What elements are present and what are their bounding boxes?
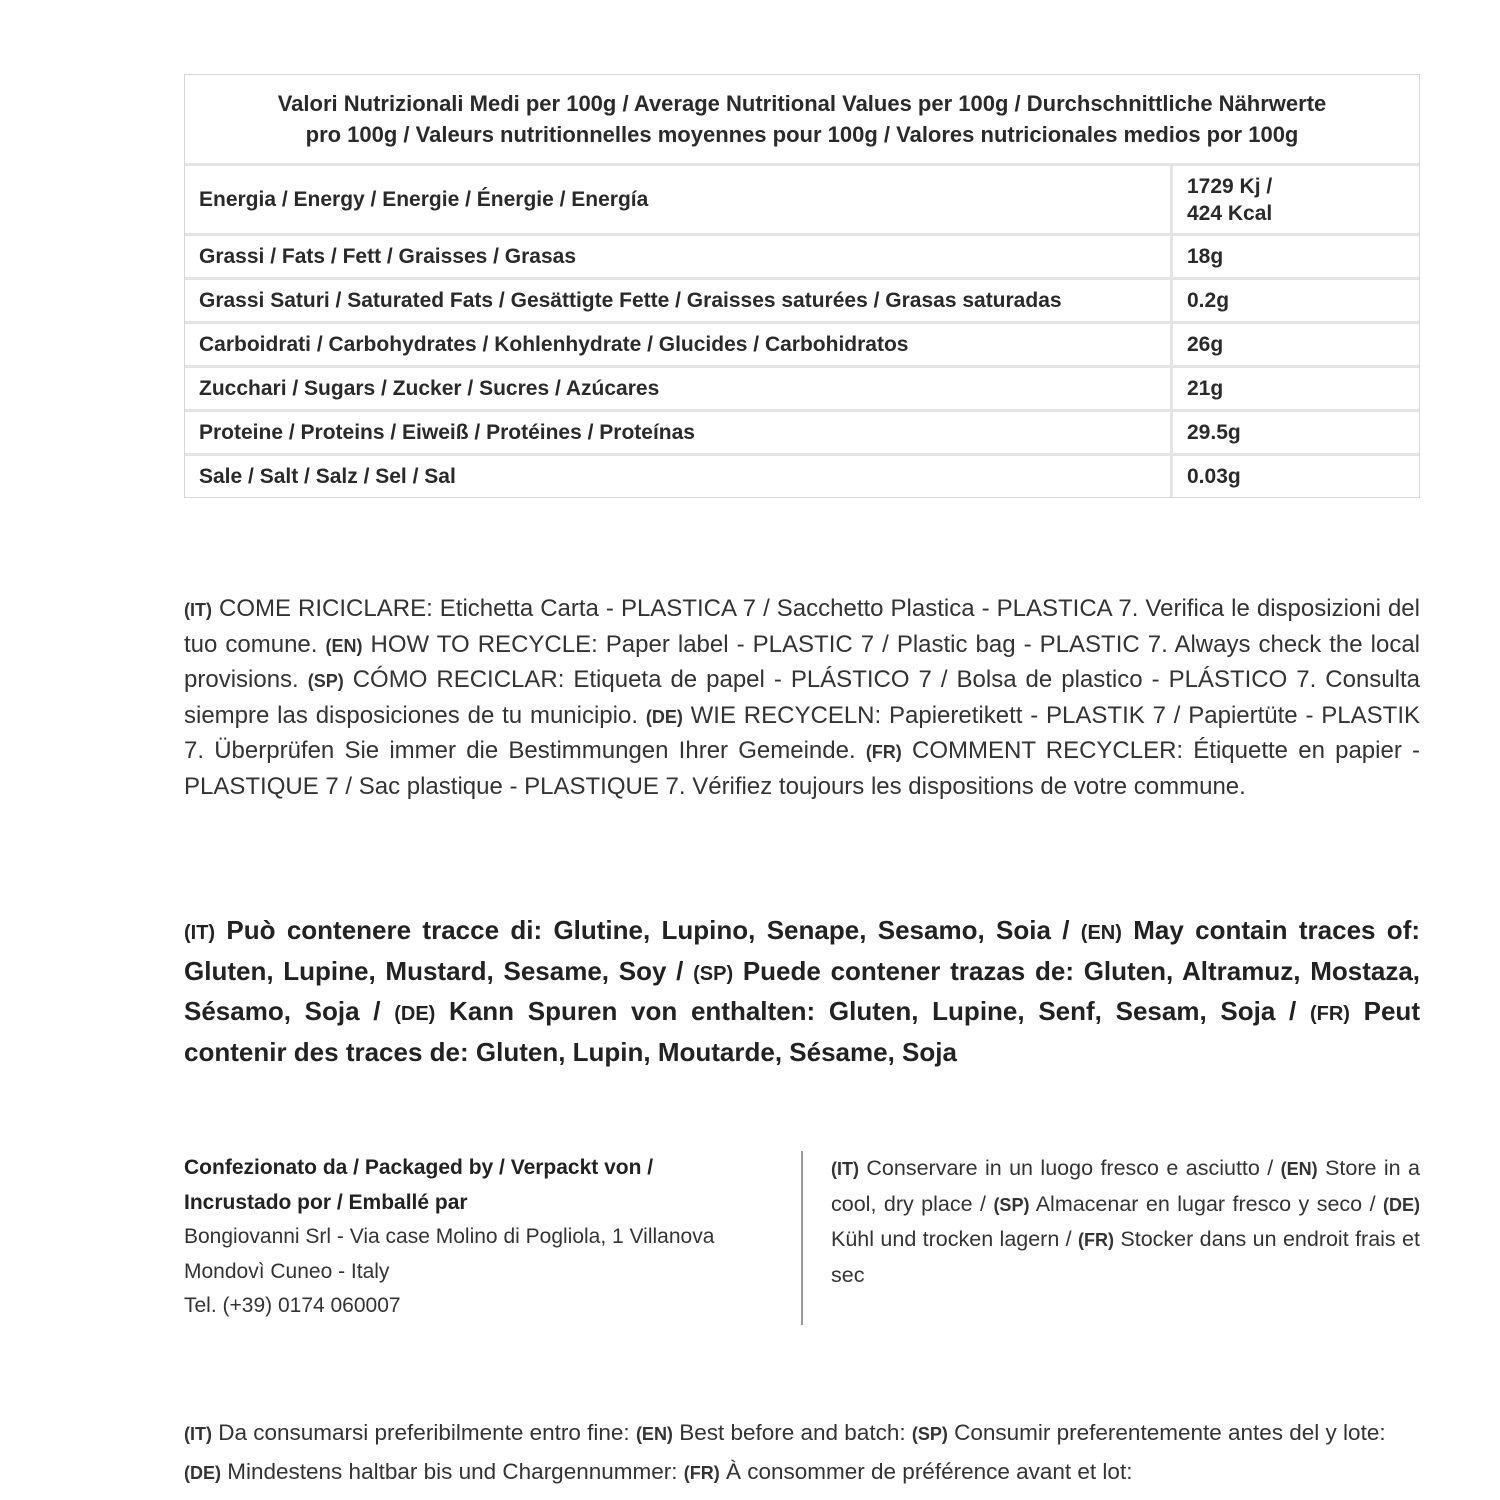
nutrition-table <box>184 74 1420 498</box>
packager-address-line2: Mondovì Cuneo - Italy <box>184 1259 390 1283</box>
lang-tag: (FR) <box>1078 1230 1115 1250</box>
table-row <box>185 324 1419 368</box>
recycle-text-en: HOW TO RECYCLE: Paper label - PLASTIC 7 / Plastic bag - PLASTIC 7. Always check the local provisions. <box>184 630 1421 694</box>
packager-heading-line1: Confezionato da / Packaged by / Verpackt von / <box>184 1156 654 1179</box>
best-before-text-fr: À consommer de préférence avant et lot: <box>719 1459 1133 1484</box>
nutrition-title-line2: pro 100g / Valeurs nutritionnelles moyennes pour 100g / Valores nutricionales medios por 100g <box>305 122 1299 147</box>
energy-label: Energia / Energy / Energie / Énergie / Energía <box>185 166 1170 236</box>
lang-tag: (DE) <box>394 1003 436 1026</box>
lang-tag: (DE) <box>645 706 683 727</box>
lang-tag: (EN) <box>325 635 363 656</box>
allergen-statement <box>184 912 1420 1071</box>
table-row <box>185 280 1419 324</box>
column-divider <box>801 1151 803 1325</box>
recycle-text-sp: CÓMO RECICLAR: Etiqueta de papel - PLÁSTICO 7 / Bolsa de plastico - PLÁSTICO 7. Consulta siempre las disposiciones de tu municipio. <box>184 666 1420 729</box>
lang-tag: (FR) <box>1309 1003 1350 1026</box>
allergen-text-fr: Peut contenir des traces de: Gluten, Lupin, Moutarde, Sésame, Soja <box>184 996 1420 1067</box>
lang-tag: (SP) <box>911 1424 948 1444</box>
nutrient-value: 0.03g <box>1170 456 1419 497</box>
storage-text-fr: Stocker dans un endroit frais et sec <box>831 1227 1420 1287</box>
allergen-text-sp: Puede contener trazas de: Gluten, Altramuz, Mostaza, Sésamo, Soja / <box>184 955 1420 1027</box>
packager-heading-line2: Incrustado por / Emballé par <box>184 1190 468 1214</box>
best-before-text-sp: Consumir preferentemente antes del y lote: <box>947 1420 1386 1445</box>
energy-value <box>1170 166 1419 236</box>
lang-tag: (IT) <box>184 922 216 944</box>
lang-tag: (IT) <box>184 1424 212 1444</box>
packager-address-line1: Bongiovanni Srl - Via case Molino di Pogliola, 1 Villanova <box>184 1225 715 1248</box>
table-row <box>185 368 1419 412</box>
nutrient-label: Proteine / Proteins / Eiweiß / Protéines / Proteínas <box>185 412 1170 456</box>
table-row <box>185 456 1419 497</box>
recycle-text-it: COME RICICLARE: Etichetta Carta - PLASTICA 7 / Sacchetto Plastica - PLASTICA 7. Verifica le disposizioni del tuo comune. <box>184 595 1420 658</box>
energy-kj: 1729 Kj / <box>1187 174 1273 198</box>
nutrient-label: Zucchari / Sugars / Zucker / Sucres / Azúcares <box>185 368 1170 412</box>
lang-tag: (FR) <box>683 1463 720 1483</box>
best-before-text-en: Best before and batch: <box>672 1420 912 1445</box>
lang-tag: (EN) <box>1080 922 1122 944</box>
nutrient-value: 0.2g <box>1170 280 1419 324</box>
recycle-text-fr: COMMENT RECYCLER: Étiquette en papier - PLASTIQUE 7 / Sac plastique - PLASTIQUE 7. Vérifiez toujours les dispositions de votre commune. <box>184 737 1420 800</box>
nutrient-label: Grassi Saturi / Saturated Fats / Gesättigte Fette / Graisses saturées / Grasas saturadas <box>185 280 1170 324</box>
recycling-instructions <box>184 592 1420 804</box>
storage-text-de: Kühl und trocken lagern / <box>831 1227 1079 1251</box>
nutrient-value: 29.5g <box>1170 412 1419 456</box>
lang-tag: (SP) <box>993 1194 1030 1215</box>
lang-tag: (DE) <box>1383 1194 1420 1215</box>
table-row <box>185 166 1419 236</box>
nutrition-table-header <box>185 75 1419 166</box>
storage-instructions <box>831 1151 1420 1292</box>
best-before-text-it: Da consumarsi preferibilmente entro fine: <box>211 1420 636 1445</box>
allergen-text-en: May contain traces of: Gluten, Lupine, Mustard, Sesame, Soy / <box>184 915 1421 986</box>
nutrient-value: 26g <box>1170 324 1419 368</box>
lang-tag: (SP) <box>693 962 734 985</box>
table-row <box>185 236 1419 280</box>
info-columns <box>184 1151 1420 1325</box>
storage-text-en: Store in a cool, dry place / <box>831 1156 1420 1216</box>
nutrient-label: Carboidrati / Carbohydrates / Kohlenhydrate / Glucides / Carbohidratos <box>185 324 1170 368</box>
packager-phone: Tel. (+39) 0174 060007 <box>184 1294 401 1317</box>
nutrient-value: 21g <box>1170 368 1419 412</box>
best-before-text-de: Mindestens haltbar bis und Chargennummer: <box>221 1459 684 1484</box>
nutrient-label: Sale / Salt / Salz / Sel / Sal <box>199 464 456 488</box>
storage-text-sp: Almacenar en lugar fresco y seco / <box>1029 1191 1383 1216</box>
lang-tag: (FR) <box>865 742 902 763</box>
table-row <box>185 412 1419 456</box>
lang-tag: (SP) <box>307 671 344 692</box>
allergen-text-de: Kann Spuren von enthalten: Gluten, Lupine, Senf, Sesam, Soja / <box>435 996 1310 1027</box>
nutrition-title-line1: Valori Nutrizionali Medi per 100g / Average Nutritional Values per 100g / Durchschnittliche Nährwerte <box>277 91 1327 116</box>
nutrient-value: 18g <box>1170 236 1419 280</box>
lang-tag: (IT) <box>184 600 212 620</box>
energy-kcal: 424 Kcal <box>1187 201 1273 225</box>
packager-info <box>184 1151 784 1324</box>
lang-tag: (EN) <box>1280 1159 1318 1179</box>
lang-tag: (DE) <box>184 1463 221 1483</box>
storage-text-it: Conservare in un luogo fresco e asciutto / <box>858 1156 1281 1180</box>
nutrition-title <box>185 75 1419 166</box>
lang-tag: (IT) <box>831 1159 859 1179</box>
lang-tag: (EN) <box>635 1424 673 1444</box>
recycle-text-de: WIE RECYCELN: Papieretikett - PLASTIK 7 / Papiertüte - PLASTIK 7. Überprüfen Sie immer die Bestimmungen Ihrer Gemeinde. <box>184 701 1420 765</box>
nutrient-label: Grassi / Fats / Fett / Graisses / Grasas <box>185 236 1170 280</box>
allergen-text-it: Può contenere tracce di: Glutine, Lupino, Senape, Sesamo, Soia / <box>215 915 1081 945</box>
best-before-statement <box>184 1414 1420 1492</box>
